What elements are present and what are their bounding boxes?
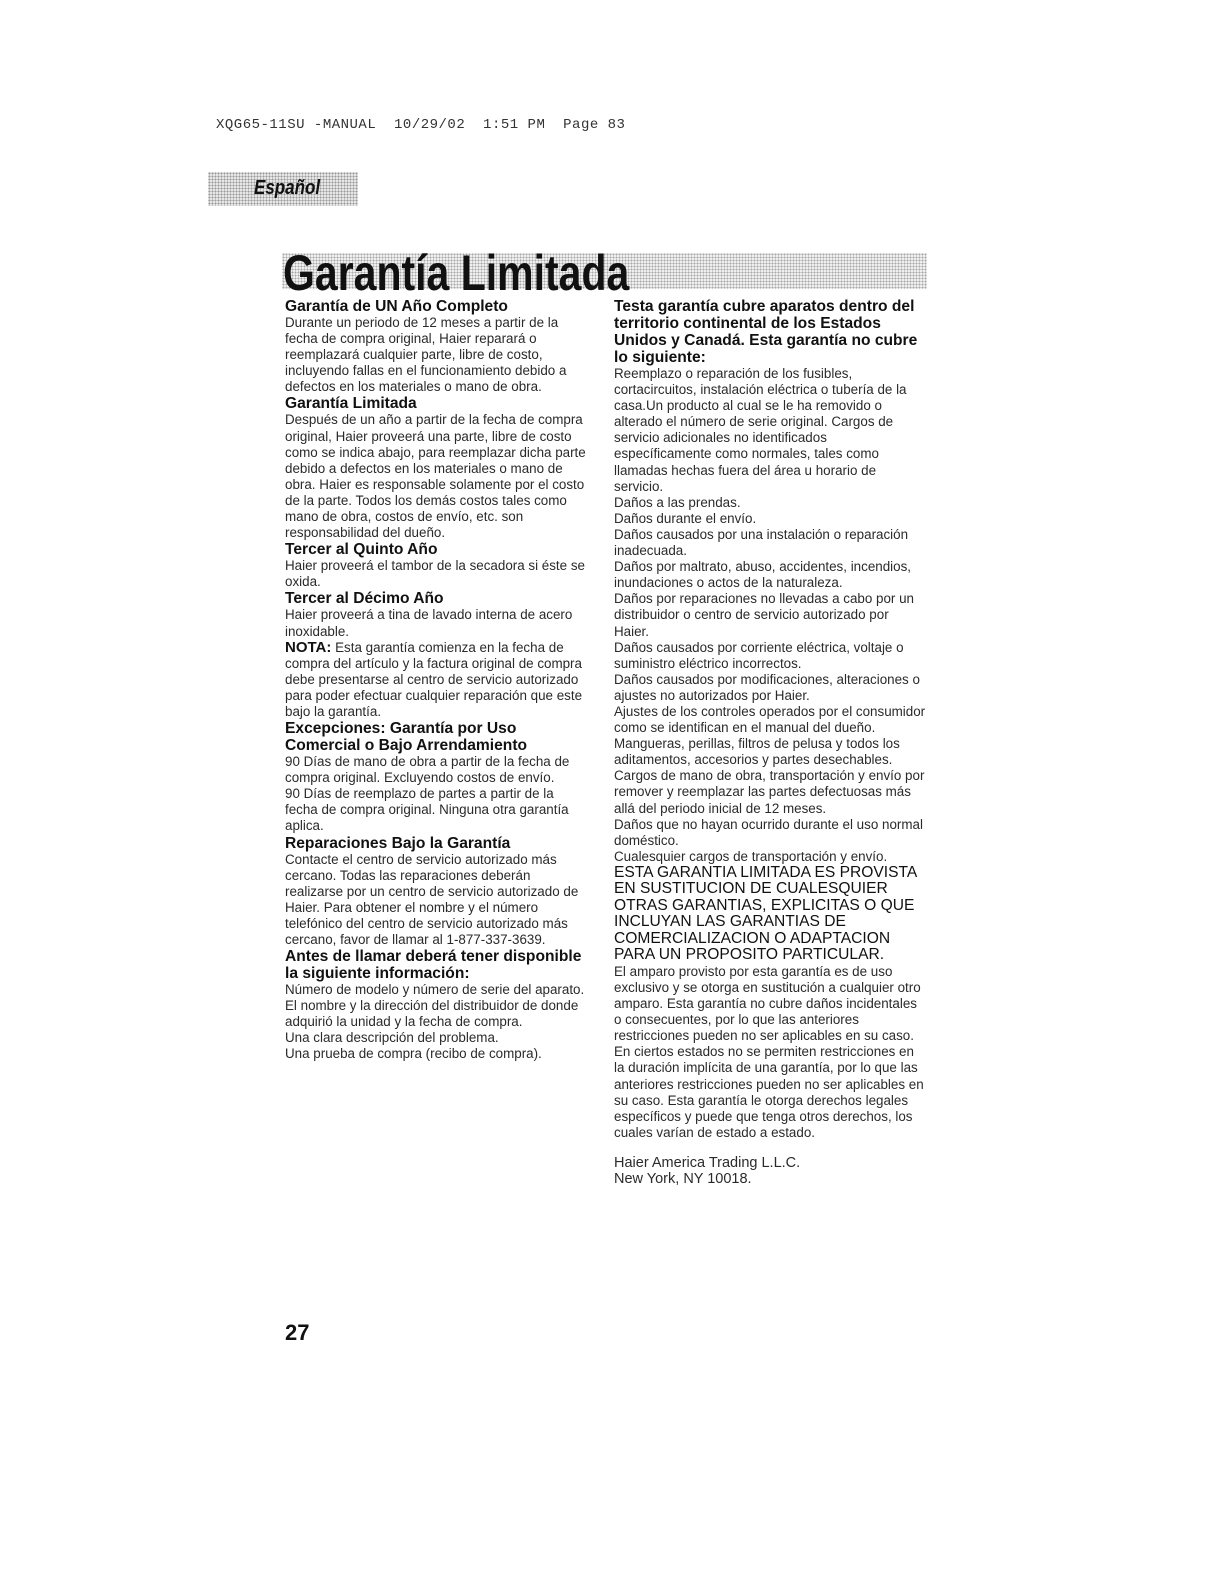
- section-text: Una prueba de compra (recibo de compra).: [285, 1046, 542, 1062]
- page-number: 27: [285, 1320, 310, 1345]
- exclusion-item: Daños que no hayan ocurrido durante el uso normal doméstico.: [614, 816, 923, 848]
- section-heading: Excepciones: Garantía por Uso Comercial o Bajo Arrendamiento: [285, 720, 528, 755]
- section-text: Contacte el centro de servicio autorizado más cercano. Todas las reparaciones deberán realizarse por un centro de servicio autorizado de Haier. Para obtener el nombre y el número telefónico del centro de servicio autorizado más cercano, favor de llamar al 1-877-337-3639.: [285, 851, 579, 947]
- section-text: Haier proveerá a tina de lavado interna de acero inoxidable.: [285, 607, 573, 639]
- section-heading: Tercer al Décimo Año: [285, 590, 444, 608]
- exclusion-item: Daños causados por una instalación o reparación inadecuada.: [614, 526, 909, 559]
- exclusion-item: Daños por reparaciones no llevadas a cabo por un distribuidor o centro de servicio autorizado por Haier.: [614, 591, 914, 639]
- exclusion-item: Daños causados por corriente eléctrica, voltaje o suministro eléctrico incorrectos.: [614, 639, 904, 671]
- print-header: XQG65-11SU -MANUAL 10/29/02 1:51 PM Page 83: [216, 117, 626, 133]
- section-heading: Reparaciones Bajo la Garantía: [285, 834, 511, 852]
- exclusion-item: Daños por maltrato, abuso, accidentes, incendios, inundaciones o actos de la naturaleza.: [614, 559, 911, 591]
- company-city: New York, NY 10018.: [614, 1171, 752, 1188]
- section-heading: Garantía de UN Año Completo: [285, 298, 508, 315]
- section-text: 90 Días de mano de obra a partir de la fecha de compra original. Excluyendo costos de envío.: [285, 754, 570, 786]
- exclusion-item: Cargos de mano de obra, transportación y envío por remover y reemplazar las partes defectuosas más allá del periodo inicial de 12 meses.: [614, 768, 925, 816]
- page-title: Garantía Limitada: [283, 245, 630, 301]
- section-text: 90 Días de reemplazo de partes a partir de la fecha de compra original. Ninguna otra garantía aplica.: [285, 786, 569, 834]
- exclusion-item: Reemplazo o reparación de los fusibles, cortacircuitos, instalación eléctrica o tubería de la casa.Un producto al cual se le ha removido o alterado el número de serie original. Cargos de servicio adicionales no identificados específicamente como normales, tales como llamadas hechas fuera del área u horario de servicio.: [614, 366, 907, 494]
- section-text: Después de un año a partir de la fecha de compra original, Haier proveerá una parte, libre de costo como se indica abajo, para reemplazar dicha parte debido a defectos en los materiales o mano de obra. Haier es responsable solamente por el costo de la parte. Todos los demás costos tales como mano de obra, costos de envío, etc. son responsabilidad del dueño.: [285, 412, 586, 541]
- exclusion-item: Daños a las prendas.: [614, 494, 741, 510]
- closing-paragraph: El amparo provisto por esta garantía es de uso exclusivo y se otorga en sustitución a cualquier otro amparo. Esta garantía no cubre daños incidentales o consecuentes, por lo que las anteriores restricciones pueden no ser aplicables en su caso. En ciertos estados no se permiten restricciones en la duración implícita de una garantía, por lo que las anteriores restricciones pueden no ser aplicables en su caso. Esta garantía le otorga derechos legales específicos y puede que tenga otros derechos, los cuales varían de estado a estado.: [614, 963, 924, 1140]
- language-tab-label: Español: [254, 177, 321, 199]
- language-tab: [208, 172, 358, 206]
- nota-paragraph: [285, 640, 587, 720]
- exclusion-item: Daños causados por modificaciones, alteraciones o ajustes no autorizados por Haier.: [614, 671, 920, 703]
- section-text: Haier proveerá el tambor de la secadora si éste se oxida.: [285, 558, 585, 590]
- section-text: Una clara descripción del problema.: [285, 1030, 499, 1046]
- exclusion-item: Daños durante el envío.: [614, 510, 757, 526]
- section-heading: Tercer al Quinto Año: [285, 541, 438, 559]
- right-column: [614, 298, 926, 1188]
- section-text: Número de modelo y número de serie del aparato. El nombre y la dirección del distribuidor de donde adquirió la unidad y la fecha de compra.: [285, 982, 585, 1030]
- exclusions-heading: Testa garantía cubre aparatos dentro del territorio continental de los Estados Unidos y Canadá. Esta garantía no cubre lo siguiente:: [614, 298, 918, 366]
- section-heading: Garantía Limitada: [285, 395, 417, 413]
- exclusion-item: Cualesquier cargos de transportación y envío.: [614, 848, 888, 864]
- nota-label: NOTA:: [285, 638, 332, 656]
- exclusion-item: Mangueras, perillas, filtros de pelusa y todos los aditamentos, accesorios y partes desechables.: [614, 736, 900, 768]
- section-text: Durante un periodo de 12 meses a partir de la fecha de compra original, Haier reparará o reemplazará cualquier parte, libre de costo, incluyendo fallas en el funcionamiento debido a defectos en los materiales o mano de obra.: [285, 315, 567, 395]
- left-column: [285, 298, 587, 1063]
- exclusion-item: Ajustes de los controles operados por el consumidor como se identifican en el manual del dueño.: [614, 703, 926, 736]
- company-name: Haier America Trading L.L.C.: [614, 1154, 801, 1171]
- disclaimer-caps: ESTA GARANTIA LIMITADA ES PROVISTA EN SUSTITUCION DE CUALESQUIER OTRAS GARANTIAS, EXPLICITAS O QUE INCLUYAN LAS GARANTIAS DE COMERCIALIZACION O ADAPTACION PARA UN PROPOSITO PARTICULAR.: [614, 863, 917, 964]
- section-heading: Antes de llamar deberá tener disponible la siguiente información:: [285, 948, 582, 983]
- nota-text: Esta garantía comienza en la fecha de compra del artículo y la factura original de compra debe presentarse al centro de servicio autorizado para poder efectuar cualquier reparación que este bajo la garantía.: [285, 639, 583, 719]
